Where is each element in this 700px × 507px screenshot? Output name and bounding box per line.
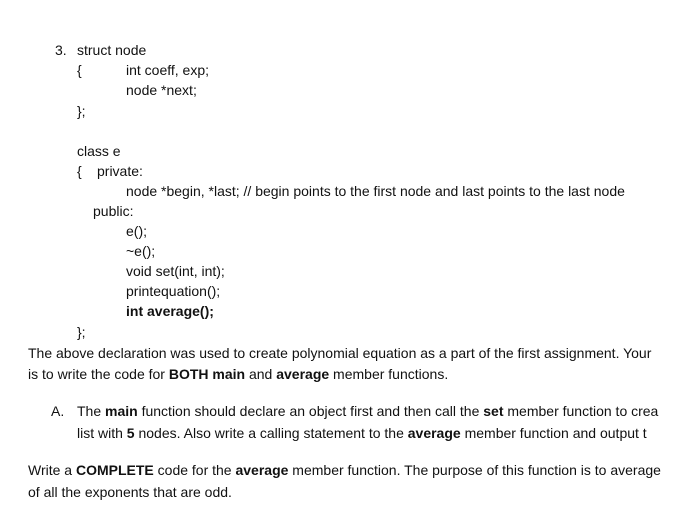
part-a-line-1: The main function should declare an object first and then call the set member function to crea: [77, 403, 659, 419]
description-line-2: is to write the code for BOTH main and average member functions.: [28, 366, 449, 382]
private-label: private:: [97, 163, 143, 179]
destructor-decl: ~e();: [126, 243, 156, 259]
struct-header: struct node: [77, 42, 147, 58]
part-a-label: A.: [51, 403, 65, 419]
part-a-line-2: list with 5 nodes. Also write a calling statement to the average member function and output t: [77, 425, 647, 441]
printequation-decl: printequation();: [126, 283, 221, 299]
struct-close-brace: };: [77, 103, 86, 119]
description-line-1: The above declaration was used to create polynomial equation as a part of the first assignment. Your: [28, 345, 652, 361]
private-members: node *begin, *last; // begin points to the first node and last points to the last node: [126, 183, 625, 199]
final-instruction-line-2: of all the exponents that are odd.: [28, 484, 232, 500]
class-open-brace: {: [77, 163, 82, 179]
average-decl: int average();: [126, 303, 214, 319]
final-instruction-line-1: Write a COMPLETE code for the average member function. The purpose of this function is to average: [28, 462, 661, 478]
constructor-decl: e();: [126, 223, 147, 239]
struct-open-brace: {: [77, 62, 82, 78]
struct-member-coeff-exp: int coeff, exp;: [126, 62, 210, 78]
question-number: 3.: [55, 42, 67, 58]
class-close-brace: };: [77, 324, 86, 340]
set-function-decl: void set(int, int);: [126, 263, 225, 279]
struct-member-next: node *next;: [126, 82, 197, 98]
class-header: class e: [77, 143, 121, 159]
public-label: public:: [93, 203, 134, 219]
